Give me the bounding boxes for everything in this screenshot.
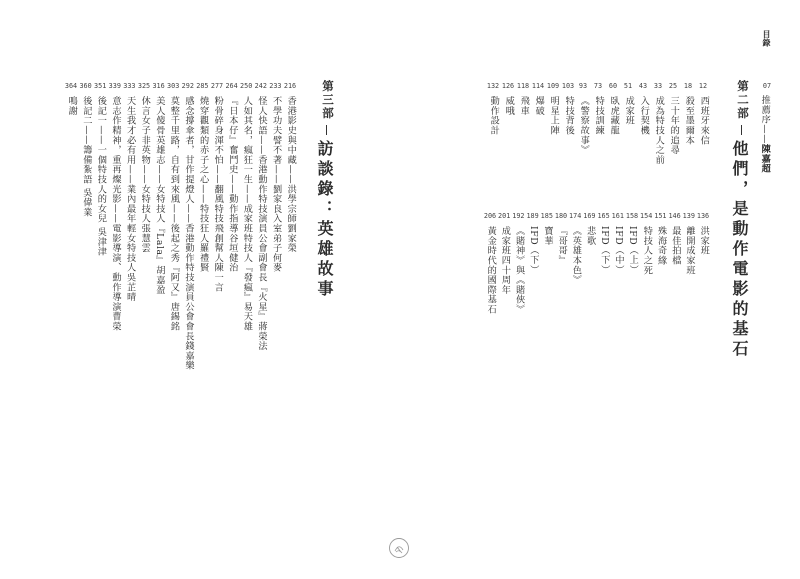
part-two-entry-page-number: 25 — [668, 82, 678, 90]
part-two-entry-title[interactable]: 明星上陣 — [548, 96, 560, 136]
part-three-divider — [326, 125, 327, 135]
part-two-entry-title[interactable]: 特技訓練 — [593, 96, 605, 136]
part-two-entry-page-number: 154 — [640, 212, 653, 220]
part-two-entry-page-number: 161 — [611, 212, 624, 220]
part-three-entry-page-number: 333 — [123, 82, 136, 90]
part-two-entry-title[interactable]: 殊海奇緣 — [655, 226, 667, 266]
part-two-entry-page-number: 180 — [554, 212, 568, 220]
part-two-entry-title[interactable]: 成家班四十周年 — [499, 226, 511, 295]
part-two-entry-title[interactable]: IFD（中） — [613, 226, 624, 275]
preface-author: 陳嘉超 — [759, 143, 771, 174]
part-two-entry-title[interactable]: 《警察故事》 — [578, 96, 590, 155]
part-two-entry-title[interactable]: 離開成家班 — [684, 226, 695, 275]
running-header: 目錄 — [762, 30, 772, 48]
part-three-entry-title[interactable]: 美人傻骨英雄志——女特技人『Lala』胡嘉盈 — [153, 96, 165, 295]
part-three-entry-title[interactable]: 不學功夫譬不著——劉家良入室弟子何麥 — [270, 96, 282, 273]
part-two-entry-page-number: 206 — [483, 212, 497, 220]
part-two-entry-title[interactable]: 特技人之死 — [641, 226, 653, 275]
part-two-entry-title[interactable]: IFD（下） — [598, 226, 610, 275]
part-two-entry-page-number: 165 — [597, 212, 610, 220]
part-three-entry-page-number: 216 — [283, 82, 297, 90]
part-two-entry-title[interactable]: 《英雄本色》 — [570, 226, 582, 285]
part-two-entry-page-number: 93 — [578, 82, 588, 90]
part-two-entry-page-number: 118 — [516, 82, 530, 90]
part-two-entry-page-number: 136 — [696, 212, 710, 220]
part-three-entry-page-number: 303 — [167, 82, 180, 90]
part-two-entry-page-number: 33 — [653, 82, 663, 90]
part-two-entry-title[interactable]: 最佳拍檔 — [669, 226, 681, 266]
part-two-entry-page-number: 43 — [638, 82, 648, 90]
part-two-entry-page-number: 109 — [546, 82, 560, 90]
part-two-label: 第二部 — [736, 80, 750, 121]
part-two-divider — [741, 125, 742, 135]
part-three-entry-title[interactable]: 感念撐傘者，甘作提燈人——香港動作特技演員公會會長錢嘉樂 — [183, 96, 194, 371]
part-two-entry-page-number: 139 — [682, 212, 695, 220]
part-three-entry-page-number: 250 — [240, 82, 253, 90]
part-two-entry-title[interactable]: 悲歌 — [584, 226, 596, 246]
part-two-entry-page-number: 201 — [498, 212, 511, 220]
part-two-entry-title[interactable]: 入行契機 — [638, 96, 650, 136]
part-three-entry-title[interactable]: 莫整千里路，自有到來風——後起之秀『阿又』唐錫銘 — [168, 96, 180, 332]
part-two-entry-page-number: 132 — [486, 82, 500, 90]
part-three-entry-page-number: 285 — [196, 82, 209, 90]
part-three-entry-title[interactable]: 燒穿觀類的赤子之心——特技狂人羅禮賢 — [197, 96, 209, 273]
part-three-entry-page-number: 360 — [79, 82, 92, 90]
part-three-entry-title[interactable]: 意志作精神，重再燦光影——電影導演、動作導演曹榮 — [110, 96, 121, 332]
part-three-entry-page-number: 325 — [137, 82, 151, 90]
part-two-entry-page-number: 126 — [501, 82, 515, 90]
part-two-entry-title[interactable]: IFD（上） — [627, 226, 639, 275]
part-two-entry-page-number: 114 — [531, 82, 545, 90]
part-two-entry-title[interactable]: IFD（下） — [527, 226, 539, 275]
part-three-entry-title[interactable]: 『日本仔』奮鬥史——動作指導谷垣健治 — [226, 96, 238, 273]
part-two-entry-title[interactable]: 西班牙來信 — [698, 96, 710, 145]
part-two-entry-page-number: 146 — [668, 212, 681, 220]
part-three-entry-page-number: 264 — [225, 82, 238, 90]
preface-entry — [760, 95, 769, 173]
part-two-entry-title[interactable]: 臥虎藏龍 — [608, 96, 620, 136]
part-two-entry-page-number: 189 — [526, 212, 539, 220]
part-two-entry-title[interactable]: 飛車 — [518, 96, 530, 116]
part-three-entry-title[interactable]: 後記二——籌備紮語 吳偉業 — [80, 96, 92, 218]
part-two-entry-page-number: 192 — [512, 212, 525, 220]
part-three-entry-page-number: 339 — [108, 82, 121, 90]
part-two-title: 他們，是動作電影的基石 — [730, 140, 749, 360]
part-three-entry-page-number: 316 — [152, 82, 165, 90]
part-two-entry-title[interactable]: 成為特技人之前 — [653, 96, 665, 165]
part-two-entry-title[interactable]: 洪家班 — [698, 226, 710, 256]
part-two-entry-title[interactable]: 特技背後 — [563, 96, 575, 136]
part-two-entry-title[interactable]: 《賭神》與《賭俠》 — [513, 226, 525, 315]
part-three-entry-page-number: 351 — [94, 82, 107, 90]
part-three-entry-page-number: 242 — [254, 82, 267, 90]
part-two-entry-title[interactable]: 黃金時代的國際基石 — [485, 226, 497, 315]
part-two-entry-title[interactable]: 三十年的追尋 — [668, 96, 680, 155]
part-two-entry-title[interactable]: 威哦 — [503, 96, 515, 116]
part-two-entry-page-number: 60 — [608, 82, 618, 90]
part-two-entry-page-number: 73 — [593, 82, 603, 90]
part-three-entry-title[interactable]: 休言女子非英物——女特技人張慧雲 — [139, 96, 151, 253]
part-three-entry-title[interactable]: 鳴謝 — [66, 96, 78, 116]
part-three-entry-page-number: 292 — [181, 82, 194, 90]
preface-page-number: 07 — [762, 82, 772, 90]
part-three-entry-page-number: 233 — [269, 82, 282, 90]
part-two-entry-page-number: 18 — [683, 82, 693, 90]
part-three-entry-title[interactable]: 粉骨碎身渾不怕——翻風特技飛創幫人陳一言 — [212, 96, 224, 292]
part-two-entry-page-number: 174 — [569, 212, 582, 220]
part-two-entry-title[interactable]: 成家班 — [623, 96, 635, 126]
part-three-title: 訪談錄：英雄故事 — [315, 140, 334, 300]
preface-dash: —— — [759, 124, 771, 144]
part-three-entry-title[interactable]: 香港影史與中藏——洪學宗師劉家榮 — [285, 96, 297, 253]
part-three-label: 第三部 — [321, 80, 335, 121]
part-two-entry-title[interactable]: 爆破 — [533, 96, 545, 116]
part-two-entry-page-number: 185 — [540, 212, 553, 220]
part-two-entry-page-number: 151 — [654, 212, 667, 220]
part-two-entry-page-number: 103 — [561, 82, 575, 90]
part-two-entry-title[interactable]: 殺至墨爾本 — [683, 96, 695, 145]
part-three-entry-page-number: 364 — [64, 82, 78, 90]
seal-emblem-icon — [388, 537, 410, 559]
part-two-entry-page-number: 12 — [698, 82, 708, 90]
part-two-entry-page-number: 158 — [625, 212, 639, 220]
part-two-entry-title[interactable]: 動作設計 — [488, 96, 500, 136]
part-two-entry-title[interactable]: 『哥哥』 — [556, 226, 568, 266]
part-three-entry-title[interactable]: 天生我才必有用——業內最年輕女特技人吳芷晴 — [124, 96, 136, 302]
part-three-entry-page-number: 277 — [210, 82, 224, 90]
part-two-entry-page-number: 51 — [623, 82, 633, 90]
part-two-entry-title[interactable]: 寶華 — [542, 226, 553, 246]
part-two-entry-page-number: 169 — [583, 212, 596, 220]
part-three-entry-title[interactable]: 怪人快語——香港動作特技演員公會副會長『火星』蔣榮法 — [256, 96, 267, 351]
part-three-entry-title[interactable]: 人如其名，瘋狂一生——成家班特技人『發瘋』易天雄 — [241, 96, 253, 332]
part-three-entry-title[interactable]: 後記一——一個特技人的女兒 吳津津 — [95, 96, 107, 257]
preface-title: 推薦序 — [759, 95, 771, 125]
